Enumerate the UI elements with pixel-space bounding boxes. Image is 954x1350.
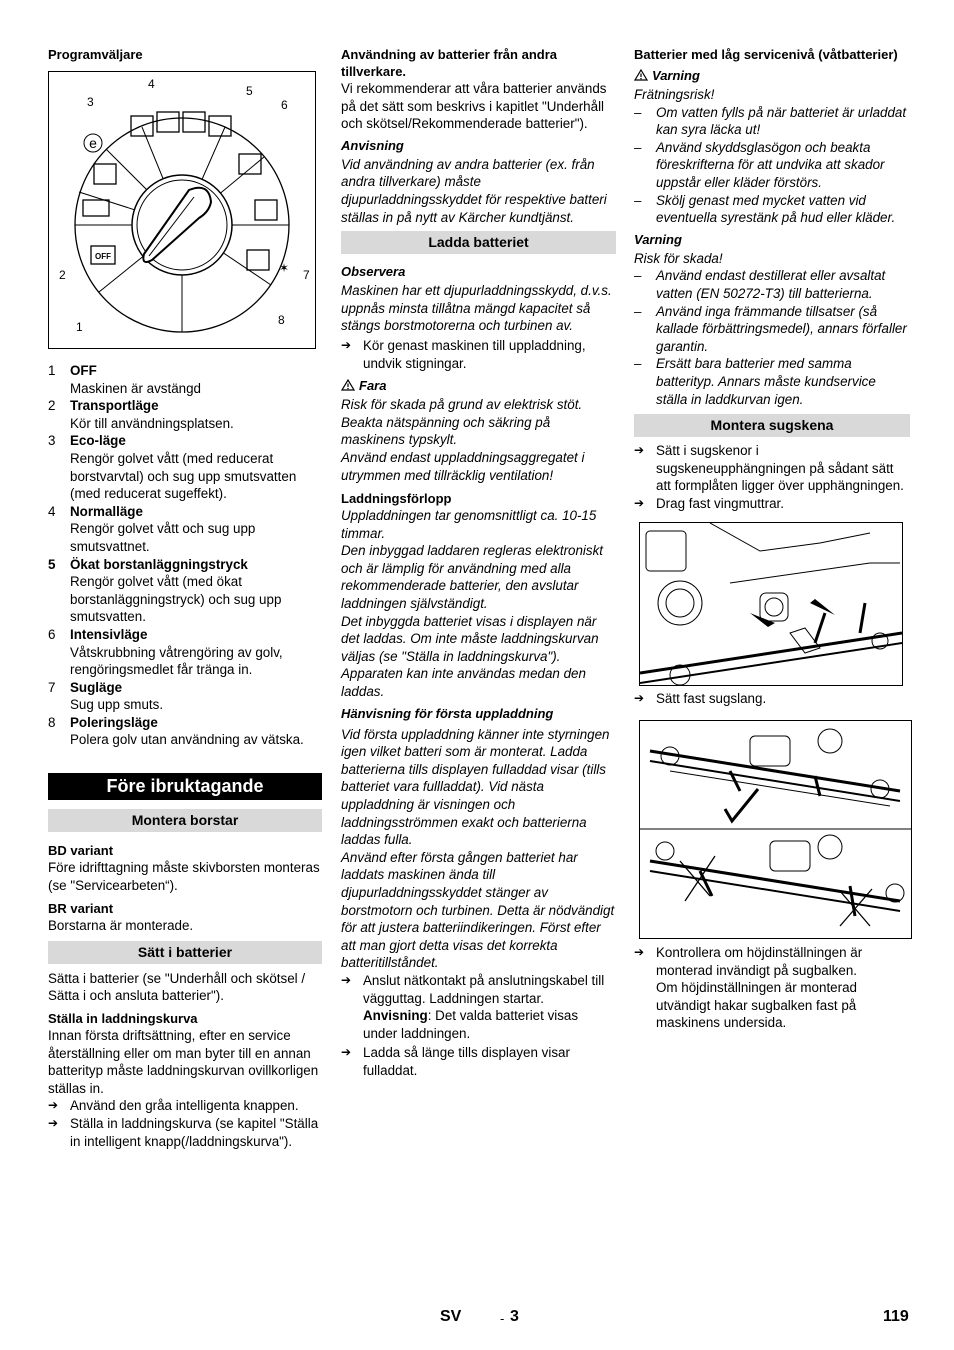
list-item: 6 Intensivläge Våtskrubbning våtrengöring av golv, rengöringsmedlet får tränga in.	[48, 626, 283, 678]
bd-variant-heading: BD variant	[48, 843, 114, 859]
step-note: Anvisning: Det valda batteriet visas under laddningen.	[363, 1008, 579, 1041]
list-item: – Ersätt bara batterier med samma batterityp. Annars måste kundservice ställa in laddkurvan igen.	[634, 355, 910, 408]
stalla-in-laddningskurva-heading: Ställa in laddningskurva	[48, 1011, 198, 1027]
step-item: ➔ Drag fast vingmuttrar.	[634, 495, 910, 513]
br-variant-text: Borstarna är monterade.	[48, 918, 194, 934]
vatbatterier-heading: Batterier med låg servicenivå (våtbatterier)	[634, 47, 898, 62]
varning-2-label: Varning	[634, 231, 682, 247]
footer-page-sub-dash: -	[500, 1311, 505, 1326]
anvisning-label: Anvisning	[341, 137, 404, 153]
list-item: – Om vatten fylls på när batteriet är urladdat kan syra läcka ut!	[634, 104, 910, 139]
step-item: ➔ Sätt fast sugslang.	[634, 690, 910, 708]
observera-label: Observera	[341, 264, 406, 280]
callout-1: 1	[76, 320, 83, 334]
off-position-label: OFF	[95, 252, 111, 261]
column-3	[634, 44, 910, 1032]
program-selector-figure	[48, 71, 316, 349]
observera-text: Maskinen har ett djupurladdningsskydd, d.v.s. uppnås minsta tillåtna mängd kapacitet så stängs borstmotorerna och turbinen av.	[341, 283, 612, 334]
step-item: ➔ Anslut nätkontakt på anslutningskabel till vägguttag. Laddningen startar.	[341, 972, 616, 1007]
list-item: 4 Normalläge Rengör golvet vått och sug upp smutsvattnet.	[48, 503, 256, 554]
anvisning-text: Vid användning av andra batterier (ex. från andra tillverkare) måste djupurladdningsskyddet för respektive batteri ställas in på nytt av Kärcher kundtjänst.	[341, 156, 607, 225]
warning-icon	[341, 379, 355, 391]
step-item: ➔ Använd den gråa intelligenta knappen.	[48, 1097, 322, 1115]
callout-8: 8	[278, 313, 285, 327]
squeegee-mount-drawing	[640, 523, 902, 685]
montera-borstar-bar: Montera borstar	[48, 809, 322, 832]
list-item: 3 Eco-läge Rengör golvet vått (med reducerat borstvarvtal) och sug upp smutsvatten (med reducerat sugeffekt).	[48, 433, 297, 502]
step-item: ➔ Ställa in laddningskurva (se kapitel "Ställa in intelligent knapp(/laddningskurva").	[48, 1115, 322, 1150]
list-item: – Skölj genast med mycket vatten vid eventuella syrestänk på hud eller kläder.	[634, 192, 910, 227]
list-item: 7 Sugläge Sug upp smuts.	[48, 679, 164, 713]
stalla-in-laddningskurva-text: Innan första driftsättning, efter en service återställning eller om man byter till en annan batterityp måste laddningskurvan ovillkorligen ställas in.	[48, 1028, 319, 1096]
ladda-batteriet-bar: Ladda batteriet	[341, 231, 616, 254]
callout-6: 6	[281, 98, 288, 112]
varning-1-text: Frätningsrisk!	[634, 87, 715, 102]
step-item: ➔ Ladda så länge tills displayen visar fulladdat.	[341, 1044, 616, 1079]
step-item: ➔ Sätt i sugskenor i sugskeneupphängningen på sådant sätt att formplåten ligger över upphängningen.	[634, 442, 910, 495]
section-title-fore-ibruktagande: Före ibruktagande	[48, 773, 322, 800]
sugslang-figure	[639, 720, 912, 939]
varning-1-heading	[634, 67, 910, 84]
varning-2-text: Risk för skada!	[634, 250, 723, 266]
satt-i-batterier-bar: Sätt i batterier	[48, 941, 322, 964]
callout-5: 5	[246, 84, 253, 98]
step-note: Om höjdinställningen är monterad utvändigt hakar sugbalken fast på maskinens undersida.	[656, 980, 857, 1031]
montera-sugskena-bar: Montera sugskena	[634, 414, 910, 437]
callout-2: 2	[59, 268, 66, 282]
footer-page-number: 119	[883, 1308, 909, 1325]
footer-language: SV	[440, 1308, 462, 1325]
andra-tillverkare-heading: Användning av batterier från andra tillverkare.	[341, 47, 557, 79]
list-item: – Använd endast destillerat eller avsaltat vatten (EN 50272-T3) till batterierna.	[634, 267, 910, 302]
step-item: ➔ Kör genast maskinen till uppladdning, undvik stigningar.	[341, 337, 616, 372]
hanvisning-heading: Hänvisning för första uppladdning	[341, 705, 554, 721]
list-item: 2 Transportläge Kör till användningsplatsen.	[48, 398, 234, 431]
callout-4: 4	[148, 77, 155, 91]
programvaljare-heading: Programväljare	[48, 47, 143, 62]
list-item: 1 OFF Maskinen är avstängd	[48, 363, 202, 396]
fara-text-2: Använd endast uppladdningsaggregatet i utrymmen med tillräcklig ventilation!	[341, 449, 585, 483]
fara-label: Fara	[359, 378, 387, 394]
list-item: 5 Ökat borstanläggningstryck Rengör golvet vått (med ökat borstanläggningstryck) och sug upp smutsvatten.	[48, 556, 282, 625]
fara-heading	[341, 377, 616, 394]
br-variant-heading: BR variant	[48, 901, 114, 917]
suction-hose-drawing	[640, 721, 911, 938]
list-item: – Använd inga främmande tillsatser (så kallade förbättringsmedel), annars förfaller garantin.	[634, 303, 910, 356]
laddningsforlopp-text: Uppladdningen tar genomsnittligt ca. 10-15 timmar. Den inbyggad laddaren regleras elektroniskt och är lämplig för användning med alla rekommenderade batterier, den avslutar laddningen självständigt. Det inbyggda batteriet visas i displayen när det laddas. Om inte måste laddningskurvan väljas (se "Ställa in laddningskurva"). Apparaten kan inte användas medan den laddas.	[341, 508, 604, 700]
eco-e-label: e	[89, 135, 97, 151]
andra-tillverkare-intro: Vi rekommenderar att våra batterier används på det sätt som beskrivs i kapitlet "Underhåll och skötsel/Rekommenderade batterier").	[341, 81, 607, 132]
list-item: – Använd skyddsglasögon och beakta föreskrifterna för att undvika att skador uppstår eller kläder förstörs.	[634, 139, 910, 192]
list-item: 8 Poleringsläge Polera golv utan användning av vätska.	[48, 714, 304, 748]
hanvisning-text: Vid första uppladdning känner inte styrningen igen vilket batteri som är monterat. Ladda batterierna tills displayen fulladdad visar (tills batteriet vara fullladdat). Vid nästa uppladdning är visningen och laddningsströmmen exakt och batterierna laddas fulla. Använd efter första gången batteriet har laddats maskinen ända till djupurladdningsskyddet stänger av borstmotorn och turbinen. Detta är nödvändigt för att justera batteriindikeringen. Först efter att man gjort detta visas det korrekta batteritillståndet.	[341, 726, 615, 971]
program-selector-dial-drawing	[49, 72, 315, 348]
callout-3: 3	[87, 95, 94, 109]
program-positions-list	[48, 362, 322, 749]
step-item: ➔ Kontrollera om höjdinställningen är monterad invändigt på sugbalken.	[634, 944, 910, 979]
fara-text-1: Risk för skada på grund av elektrisk stöt. Beakta nätspänning och säkring på maskinens typskylt.	[341, 397, 583, 448]
varning-1-label: Varning	[652, 68, 700, 83]
footer-page-sub: 3	[510, 1308, 519, 1325]
laddningsforlopp-heading: Laddningsförlopp	[341, 491, 452, 507]
callout-7: 7	[303, 268, 310, 282]
column-1	[48, 44, 322, 1150]
bd-variant-text: Före idrifttagning måste skivborsten monteras (se "Servicearbeten“).	[48, 860, 320, 893]
svg-text:✶: ✶	[279, 261, 290, 275]
satt-i-batterier-text: Sätta i batterier (se "Underhåll och skötsel / Sätta i och ansluta batterier").	[48, 970, 306, 1004]
sugskena-mounting-figure	[639, 522, 903, 686]
warning-icon	[634, 69, 648, 81]
column-2	[341, 44, 616, 1080]
